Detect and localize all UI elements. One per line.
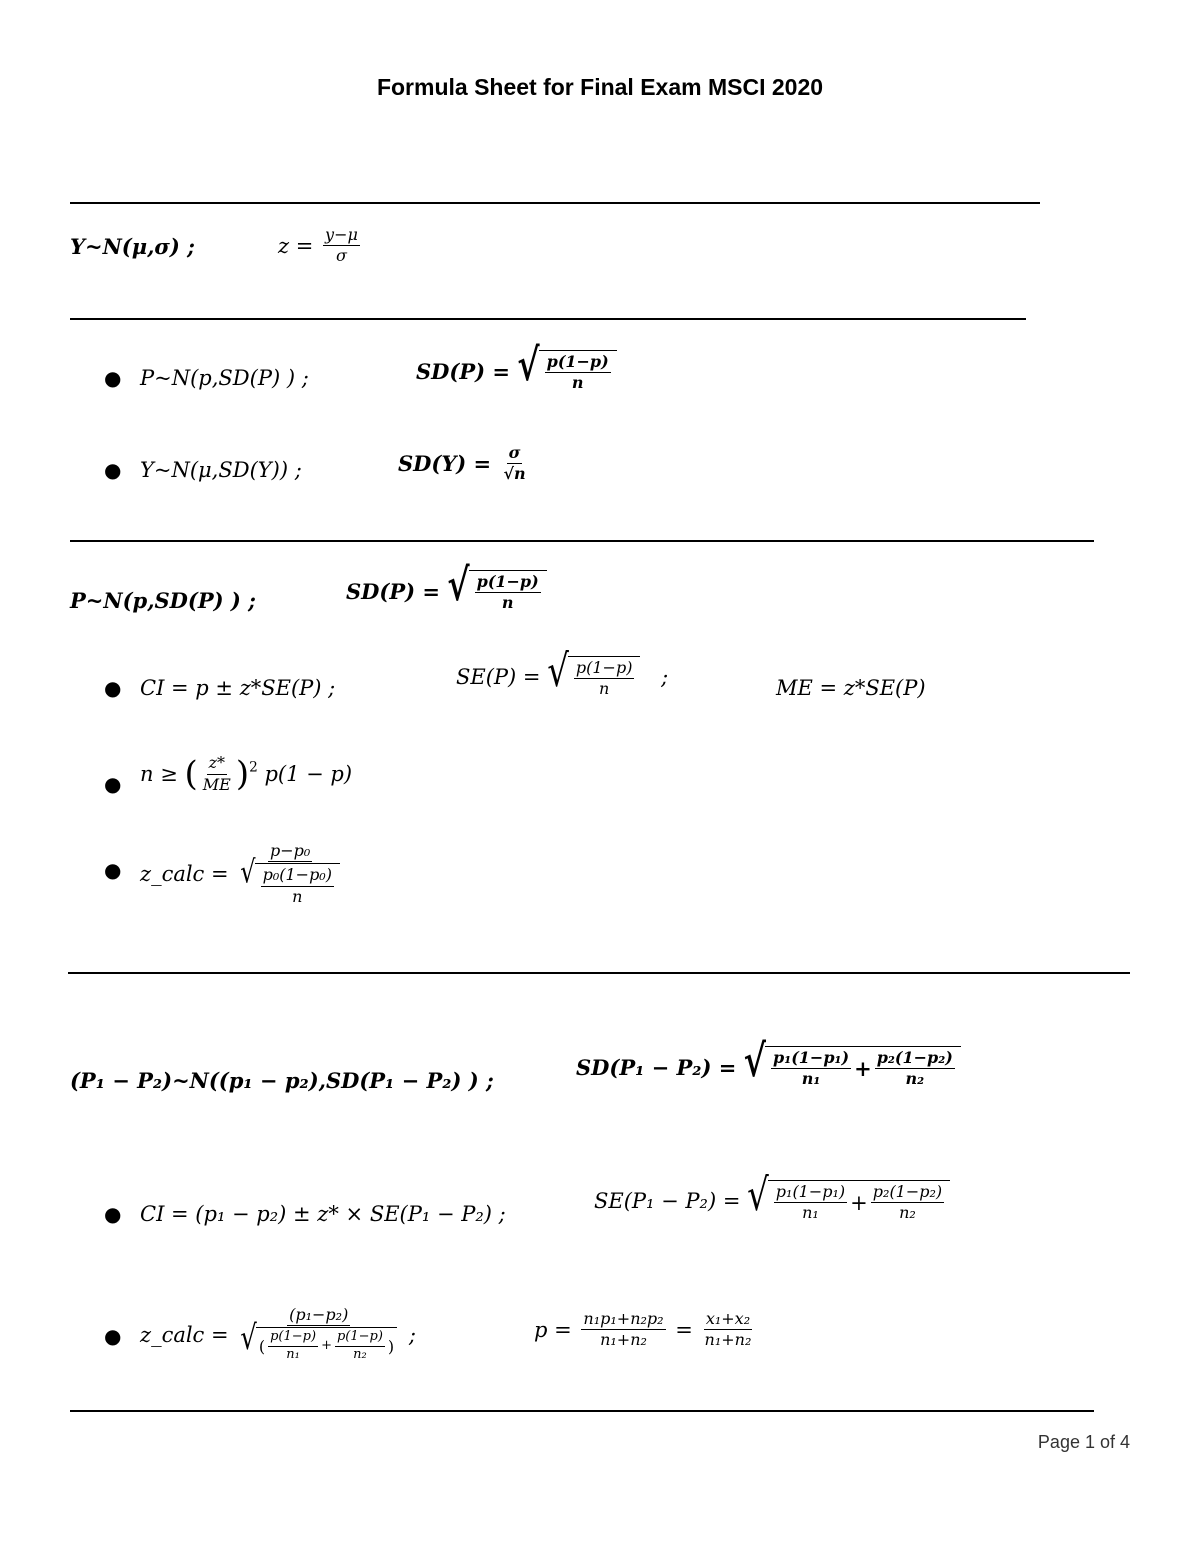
bullet-icon: ● <box>104 676 122 700</box>
y-bar-dist-formula: Y~N(μ,SD(Y)) ; <box>140 458 302 482</box>
divider-5 <box>70 1410 1094 1412</box>
one-prop-me-formula: ME = z*SE(P) <box>776 676 926 700</box>
one-prop-ci-formula: CI = p ± z*SE(P) ; <box>140 676 336 700</box>
one-prop-sd-formula: SD(P) = √ $\frac{p(1-p)}{n}$ <box>346 570 547 613</box>
bullet-icon: ● <box>104 366 122 390</box>
two-prop-se-formula: SE(P₁ − P₂) = √ $\frac{\text{p₁(1−p₁)}}{\text{n₁}}$ + $\frac{\text{p₂(1−p₂)}}{\text{n₂}}$ <box>594 1180 950 1223</box>
bullet-icon: ● <box>104 458 122 482</box>
one-prop-zcalc-formula: z_calc = p−p₀ √ $\frac{\text{p₀(1−p₀)}}{n}$ <box>140 842 345 906</box>
pooled-p-formula: p = $\frac{\text{n₁p₁+n₂p₂}}{\text{n₁+n₂}}$ = $\frac{\text{x₁+x₂}}{\text{n₁+n₂}}$ <box>534 1309 752 1350</box>
normal-dist-formula: Y~N(μ,σ) ; <box>70 234 195 259</box>
z-score-formula: z = $\frac{y-\mu}{\sigma}$ <box>278 225 358 266</box>
two-prop-dist-formula: (P₁ − P₂)~N((p₁ − p₂),SD(P₁ − P₂) ) ; <box>70 1068 494 1093</box>
one-prop-se-formula: SE(P) = √ $\frac{p(1-p)}{n}$ ; <box>456 645 669 699</box>
bullet-icon: ● <box>104 772 122 796</box>
page-title: Formula Sheet for Final Exam MSCI 2020 <box>376 74 824 100</box>
one-prop-dist-formula: P~N(p,SD(P) ) ; <box>70 588 256 613</box>
p-hat-sd-formula: SD(P) = √ $\frac{p(1-p)}{n}$ <box>416 350 617 393</box>
divider-2 <box>70 318 1026 320</box>
two-prop-ci-formula: CI = (p₁ − p₂) ± z* × SE(P₁ − P₂) ; <box>140 1202 506 1226</box>
sample-size-formula: n ≥ ( $\frac{z*}{ME}$ )$^2$ p(1 − p) <box>140 753 353 794</box>
two-prop-zcalc-formula: z_calc = (p₁−p₂) √ ( $\frac{p(1-p)}{\text{n₁}}$ + $\frac{p(1-p)}{\text{n₂}}$ ) ; <box>140 1305 416 1363</box>
page-number: Page 1 of 4 <box>1037 1432 1130 1452</box>
p-hat-dist-formula: P~N(p,SD(P) ) ; <box>140 366 309 390</box>
bullet-icon: ● <box>104 1324 122 1348</box>
two-prop-sd-formula: SD(P₁ − P₂) = √ $\frac{\text{p₁(1−p₁)}}{\text{n₁}}$ + $\frac{\text{p₂(1−p₂)}}{\text{n₂}}$ <box>576 1046 961 1089</box>
y-bar-sd-formula: SD(Y) = $\frac{\sigma}{√n}$ <box>398 443 526 484</box>
divider-4 <box>68 972 1130 974</box>
bullet-icon: ● <box>104 858 122 882</box>
divider-1 <box>70 202 1040 204</box>
bullet-icon: ● <box>104 1202 122 1226</box>
divider-3 <box>70 540 1094 542</box>
